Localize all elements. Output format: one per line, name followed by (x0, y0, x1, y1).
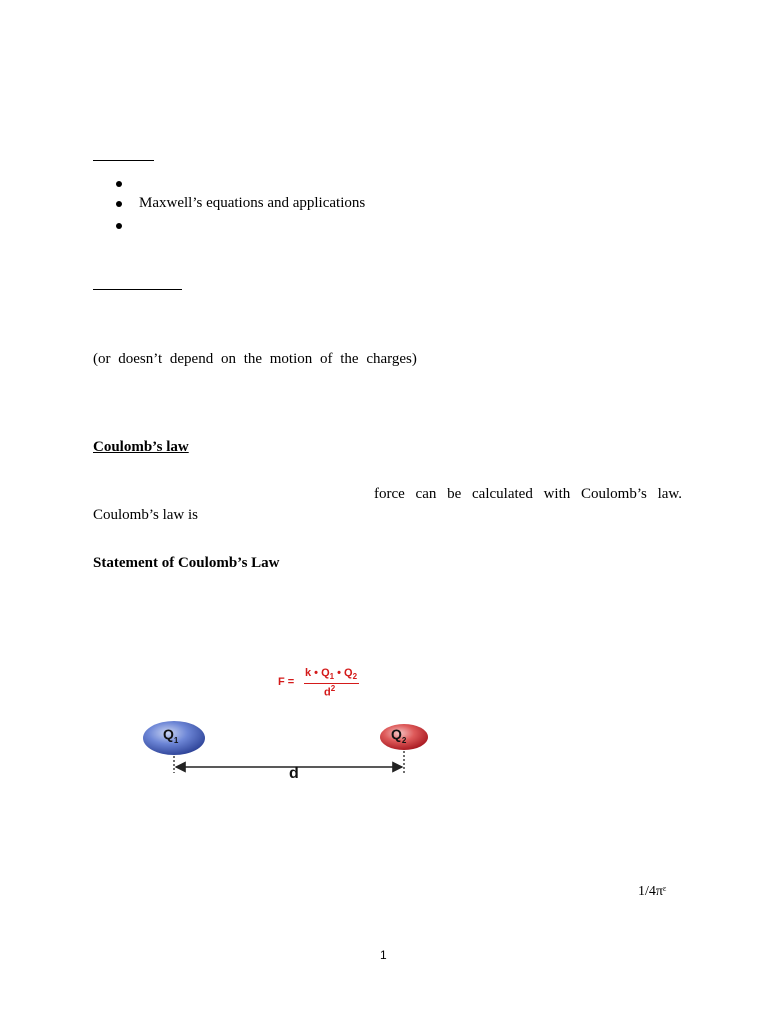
list-item-text: Maxwell’s equations and applications (139, 195, 366, 211)
bullet-icon (116, 201, 122, 207)
formula-num-part: • Q (334, 667, 353, 679)
formula-den-sup: 2 (330, 684, 336, 693)
formula-num-part: k • Q (305, 667, 330, 679)
formula-den-part: d (324, 686, 331, 699)
page-number: 1 (380, 948, 387, 962)
q2-subscript: 2 (401, 735, 407, 745)
constant-text: 1/4πᵋ (638, 884, 667, 899)
bullet-icon (116, 181, 122, 187)
heading-rule-2 (93, 289, 182, 290)
heading-rule-1 (93, 160, 154, 161)
formula-num-sub: 1 (329, 672, 335, 682)
q1-subscript: 1 (173, 735, 179, 745)
charges-note-text: (or doesn’t depend on the motion of the charges) (93, 351, 417, 367)
distance-label: d (289, 765, 299, 782)
charge-q2-label (391, 726, 406, 745)
formula-numerator (305, 667, 357, 681)
coulombs-law-heading: Coulomb’s law (93, 439, 189, 455)
formula-denominator (324, 684, 335, 699)
statement-heading: Statement of Coulomb’s Law (93, 555, 280, 571)
charge-q1-label (163, 726, 178, 745)
formula-lhs: F = (278, 676, 295, 688)
q1-letter: Q (163, 726, 174, 742)
q2-letter: Q (391, 726, 402, 742)
force-line-text: force can be calculated with Coulomb’s law. (374, 486, 683, 502)
law-is-text: Coulomb’s law is (93, 507, 199, 523)
bullet-icon (116, 223, 122, 229)
charges-diagram (135, 715, 455, 795)
formula-num-sub: 2 (352, 672, 358, 682)
